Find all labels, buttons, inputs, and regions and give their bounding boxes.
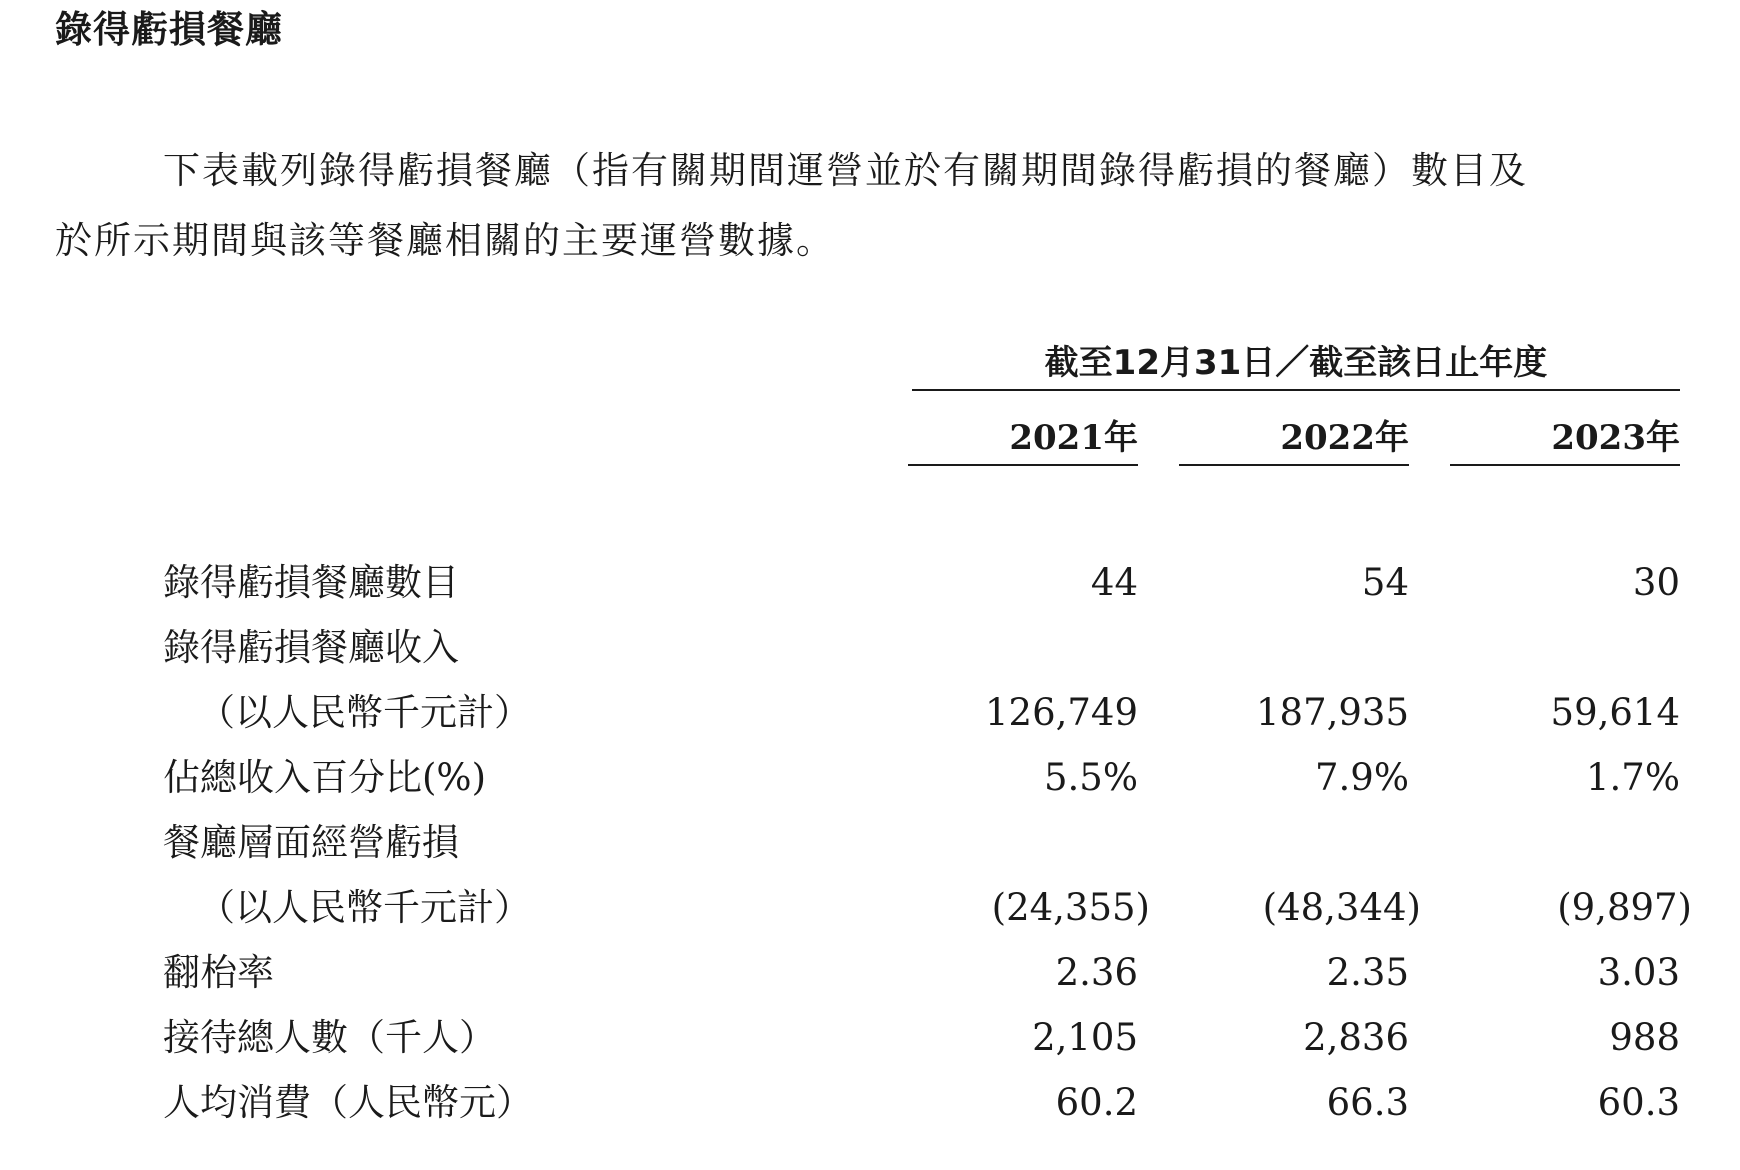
table-cell: (48,344) <box>1262 886 1421 929</box>
table-cell: 2.36 <box>1055 951 1138 994</box>
table-cell: 54 <box>1361 561 1409 604</box>
row-label-table-turnover-rate: 翻枱率 <box>163 951 274 994</box>
year-rule-2021 <box>908 464 1138 466</box>
year-header-2021: 2021年 <box>1009 418 1138 458</box>
table-cell: (24,355) <box>991 886 1150 929</box>
table-cell: 60.3 <box>1597 1081 1680 1124</box>
table-cell: 1.7% <box>1586 756 1680 799</box>
year-header-2023: 2023年 <box>1551 418 1680 458</box>
year-header-2022: 2022年 <box>1280 418 1409 458</box>
row-label-restaurant-operating-loss: 餐廳層面經營虧損 <box>163 821 459 864</box>
row-label-share-of-total-revenue: 佔總收入百分比(%) <box>163 756 487 799</box>
table-cell: 3.03 <box>1597 951 1680 994</box>
row-label-total-customers-served: 接待總人數（千人） <box>163 1016 496 1059</box>
intro-paragraph <box>55 136 1685 276</box>
table-cell: 988 <box>1609 1016 1680 1059</box>
table-cell: 30 <box>1632 561 1680 604</box>
table-cell: 5.5% <box>1044 756 1138 799</box>
row-label-average-spending-per-customer: 人均消費（人民幣元） <box>163 1081 533 1124</box>
row-label-unit-rmb-thousand: （以人民幣千元計） <box>198 691 531 734</box>
intro-line-1: 下表載列錄得虧損餐廳（指有關期間運營並於有關期間錄得虧損的餐廳）數目及 <box>163 149 1528 192</box>
year-rule-2023 <box>1450 464 1680 466</box>
table-cell: 2,105 <box>1032 1016 1138 1059</box>
intro-line-2: 於所示期間與該等餐廳相關的主要運營數據。 <box>55 219 835 262</box>
row-label-loss-restaurant-revenue: 錄得虧損餐廳收入 <box>163 626 459 669</box>
table-cell: 44 <box>1090 561 1138 604</box>
section-heading: 錄得虧損餐廳 <box>55 8 283 51</box>
table-cell: 187,935 <box>1255 691 1409 734</box>
table-cell: 59,614 <box>1550 691 1680 734</box>
group-header-rule <box>912 389 1680 391</box>
table-cell: 126,749 <box>984 691 1138 734</box>
year-rule-2022 <box>1179 464 1409 466</box>
period-group-header: 截至12月31日／截至該日止年度 <box>1044 343 1548 383</box>
table-cell: 2,836 <box>1303 1016 1409 1059</box>
table-cell: 7.9% <box>1315 756 1409 799</box>
table-cell: 66.3 <box>1326 1081 1409 1124</box>
table-cell: (9,897) <box>1557 886 1692 929</box>
row-label-loss-restaurant-count: 錄得虧損餐廳數目 <box>163 561 459 604</box>
row-label-unit-rmb-thousand: （以人民幣千元計） <box>198 886 531 929</box>
table-cell: 60.2 <box>1055 1081 1138 1124</box>
table-cell: 2.35 <box>1326 951 1409 994</box>
